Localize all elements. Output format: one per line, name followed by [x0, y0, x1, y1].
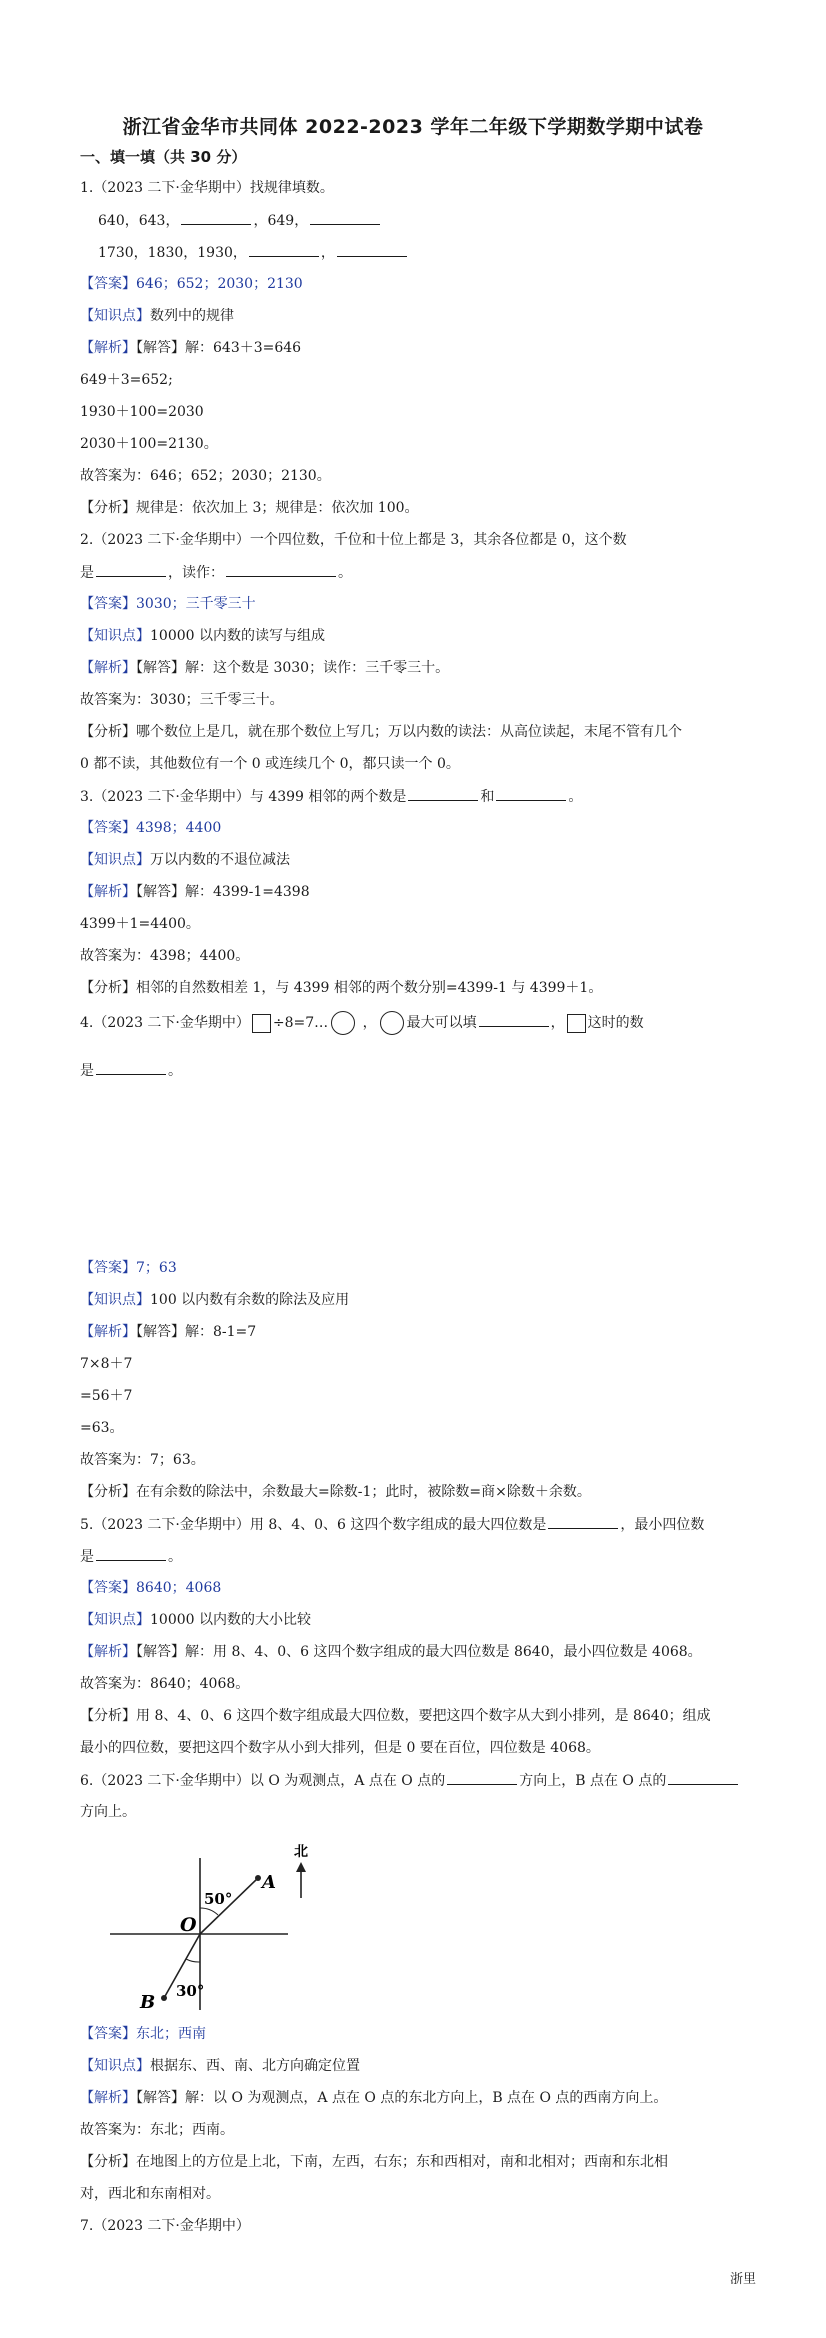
- section-heading: 一、填一填（共 30 分）: [80, 148, 247, 166]
- q6-conclusion: 故答案为：东北；西南。: [80, 2122, 234, 2138]
- q5-explanation: 【分析】用 8、4、0、6 这四个数字组成最大四位数，要把这四个数字从大到小排列，是 8640；组成: [80, 1708, 711, 1724]
- q4-step: 7×8＋7: [80, 1356, 133, 1372]
- north-label: 北: [294, 1844, 308, 1860]
- q4-analysis: 【解析】【解答】解：8-1=7: [80, 1324, 257, 1340]
- q2-knowledge: 【知识点】10000 以内数的读写与组成: [80, 628, 325, 644]
- answer-blank[interactable]: [337, 242, 407, 257]
- square-box: [567, 1014, 586, 1033]
- answer-blank[interactable]: [249, 242, 319, 257]
- q2-conclusion: 故答案为：3030；三千零三十。: [80, 692, 284, 708]
- question-4: 4.（2023 二下·金华期中） ÷8=7… ， 最大可以填 ， 这时的数: [80, 1010, 644, 1036]
- answer-blank[interactable]: [408, 786, 478, 801]
- q4-knowledge: 【知识点】100 以内数有余数的除法及应用: [80, 1292, 350, 1308]
- q2-analysis: 【解析】【解答】解：这个数是 3030；读作：三千零三十。: [80, 660, 450, 676]
- point-o-label: O: [180, 1914, 197, 1936]
- page-footer: 浙里: [729, 2272, 756, 2287]
- point-a-label: A: [262, 1872, 276, 1893]
- q3-answer: 【答案】4398；4400: [80, 820, 222, 836]
- question-4-cont: 是 。: [80, 1060, 182, 1081]
- north-arrow-head-icon: [296, 1862, 306, 1872]
- point-b-dot: [161, 1995, 167, 2001]
- q1-explanation: 【分析】规律是：依次加上 3；规律是：依次加 100。: [80, 500, 419, 516]
- question-6-cont: 方向上。: [80, 1804, 136, 1820]
- q1-answer: 【答案】646；652；2030；2130: [80, 276, 303, 292]
- angle-label-a: 50°: [204, 1890, 233, 1908]
- q2-explanation: 【分析】哪个数位上是几，就在那个数位上写几；万以内数的读法：从高位读起，末尾不管有几个: [80, 724, 682, 740]
- answer-blank[interactable]: [226, 562, 336, 577]
- q5-conclusion: 故答案为：8640；4068。: [80, 1676, 250, 1692]
- question-6: 6.（2023 二下·金华期中）以 O 为观测点，A 点在 O 点的 方向上，B 点在 O 点的: [80, 1770, 740, 1791]
- q1-conclusion: 故答案为：646；652；2030；2130。: [80, 468, 331, 484]
- q1-step: 1930＋100=2030: [80, 404, 204, 420]
- q1-knowledge: 【知识点】数列中的规律: [80, 308, 234, 324]
- q2-explanation-cont: 0 都不读，其他数位有一个 0 或连续几个 0，都只读一个 0。: [80, 756, 460, 772]
- answer-blank[interactable]: [96, 1060, 166, 1075]
- q5-knowledge: 【知识点】10000 以内数的大小比较: [80, 1612, 311, 1628]
- question-2-cont: 是 ，读作： 。: [80, 562, 352, 583]
- q3-explanation: 【分析】相邻的自然数相差 1，与 4399 相邻的两个数分别=4399-1 与 4399＋1。: [80, 980, 603, 996]
- q5-explanation-cont: 最小的四位数，要把这四个数字从小到大排列，但是 0 要在百位，四位数是 4068。: [80, 1740, 600, 1756]
- answer-blank[interactable]: [96, 1546, 166, 1561]
- q1-analysis: 【解析】【解答】解：643＋3=646: [80, 340, 302, 356]
- question-2: 2.（2023 二下·金华期中）一个四位数，千位和十位上都是 3，其余各位都是 0，这个数: [80, 532, 627, 548]
- q4-answer: 【答案】7；63: [80, 1260, 177, 1276]
- q3-knowledge: 【知识点】万以内数的不退位减法: [80, 852, 290, 868]
- q5-analysis: 【解析】【解答】解：用 8、4、0、6 这四个数字组成的最大四位数是 8640，最小四位数是 4068。: [80, 1644, 702, 1660]
- circle-box: [331, 1011, 355, 1035]
- circle-box: [380, 1011, 404, 1035]
- angle-label-b: 30°: [176, 1982, 205, 2000]
- answer-blank[interactable]: [668, 1770, 738, 1785]
- q3-conclusion: 故答案为：4398；4400。: [80, 948, 250, 964]
- q1-step: 649＋3=652;: [80, 372, 173, 388]
- question-7: 7.（2023 二下·金华期中）: [80, 2218, 250, 2234]
- page-title: 浙江省金华市共同体 2022-2023 学年二年级下学期数学期中试卷: [122, 116, 704, 138]
- q6-analysis: 【解析】【解答】解：以 O 为观测点，A 点在 O 点的东北方向上，B 点在 O 点的西南方向上。: [80, 2090, 668, 2106]
- answer-blank[interactable]: [447, 1770, 517, 1785]
- q4-conclusion: 故答案为：7；63。: [80, 1452, 205, 1468]
- question-5: 5.（2023 二下·金华期中）用 8、4、0、6 这四个数字组成的最大四位数是 ，最小四位数: [80, 1514, 704, 1535]
- angle-arc-b: [186, 1959, 200, 1962]
- q3-step: 4399＋1=4400。: [80, 916, 200, 932]
- answer-blank[interactable]: [310, 210, 380, 225]
- question-1: 1.（2023 二下·金华期中）找规律填数。: [80, 180, 334, 196]
- q4-step: =56＋7: [80, 1388, 133, 1404]
- point-b-label: B: [140, 1992, 156, 2013]
- square-box: [252, 1014, 271, 1033]
- point-a-dot: [255, 1875, 261, 1881]
- question-3: 3.（2023 二下·金华期中）与 4399 相邻的两个数是 和 。: [80, 786, 582, 807]
- answer-blank[interactable]: [479, 1012, 549, 1027]
- q1-sequence-a: 640，643， ，649，: [98, 210, 382, 231]
- q4-explanation: 【分析】在有余数的除法中，余数最大=除数-1；此时，被除数=商×除数＋余数。: [80, 1484, 591, 1500]
- q1-sequence-b: 1730，1830，1930， ，: [98, 242, 409, 263]
- q4-step: =63。: [80, 1420, 124, 1436]
- answer-blank[interactable]: [548, 1514, 618, 1529]
- q1-step: 2030＋100=2130。: [80, 436, 218, 452]
- q3-analysis: 【解析】【解答】解：4399-1=4398: [80, 884, 310, 900]
- angle-arc-a: [200, 1908, 218, 1915]
- answer-blank[interactable]: [96, 562, 166, 577]
- answer-blank[interactable]: [496, 786, 566, 801]
- q2-answer: 【答案】3030；三千零三十: [80, 596, 256, 612]
- question-5-cont: 是 。: [80, 1546, 182, 1567]
- answer-blank[interactable]: [181, 210, 251, 225]
- q6-explanation: 【分析】在地图上的方位是上北，下南，左西，右东；东和西相对，南和北相对；西南和东北相: [80, 2154, 668, 2170]
- direction-figure: [100, 1838, 340, 2016]
- q6-explanation-cont: 对，西北和东南相对。: [80, 2186, 220, 2202]
- q5-answer: 【答案】8640；4068: [80, 1580, 222, 1596]
- q6-knowledge: 【知识点】根据东、西、南、北方向确定位置: [80, 2058, 360, 2074]
- q6-answer: 【答案】东北；西南: [80, 2026, 206, 2042]
